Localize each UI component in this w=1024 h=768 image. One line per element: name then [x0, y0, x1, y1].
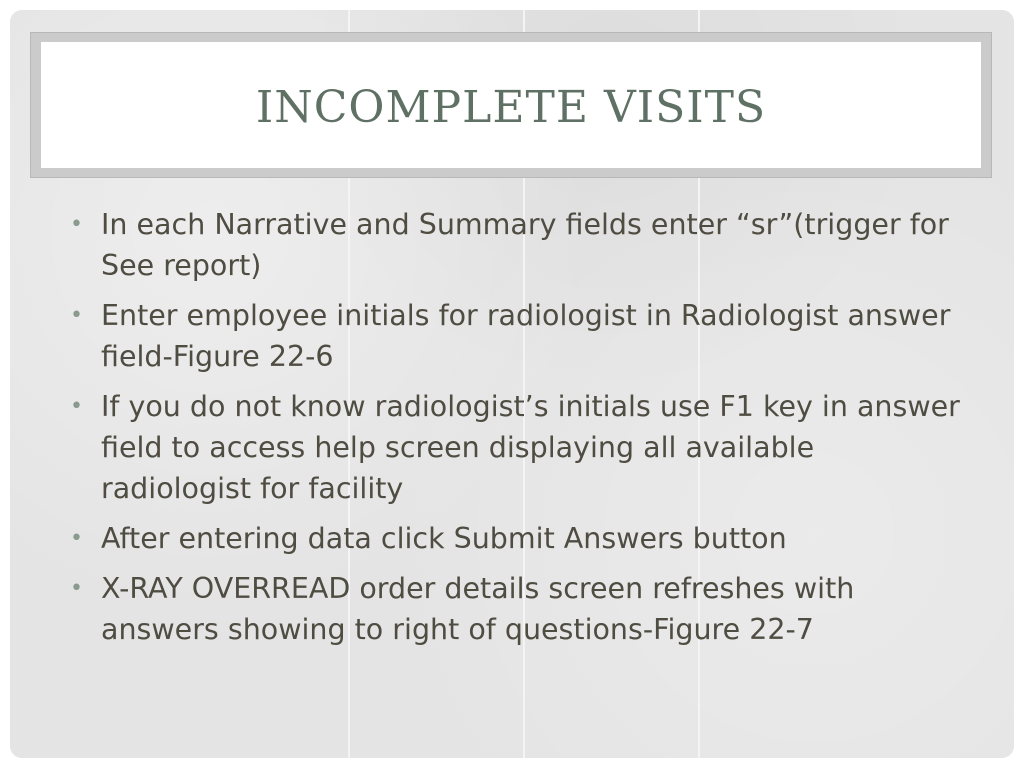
bullet-item	[70, 204, 970, 286]
bullet-text: Enter employee initials for radiologist in Radiologist answer field-Figure 22-6	[101, 299, 951, 373]
bullet-text: X-RAY OVERREAD order details screen refreshes with answers showing to right of questions-Figure 22-7	[101, 572, 855, 646]
slide-title: INCOMPLETE VISITS	[255, 81, 767, 133]
bullet-item	[70, 386, 970, 509]
bullet-dot-icon: •	[70, 576, 83, 601]
bullet-dot-icon: •	[70, 526, 83, 551]
bullet-list	[70, 204, 970, 659]
bullet-dot-icon: •	[70, 394, 83, 419]
bullet-text: After entering data click Submit Answers button	[101, 522, 787, 555]
bullet-dot-icon: •	[70, 303, 83, 328]
title-box	[41, 42, 981, 168]
bullet-item	[70, 295, 970, 377]
bullet-dot-icon: •	[70, 212, 83, 237]
bullet-item	[70, 518, 970, 559]
title-frame	[30, 32, 992, 178]
bullet-item	[70, 568, 970, 650]
slide	[10, 10, 1014, 758]
bullet-text: In each Narrative and Summary fields enter “sr”(trigger for See report)	[101, 208, 949, 282]
bullet-text: If you do not know radiologist’s initials use F1 key in answer field to access help screen displaying all available radiologist for facility	[101, 390, 960, 505]
